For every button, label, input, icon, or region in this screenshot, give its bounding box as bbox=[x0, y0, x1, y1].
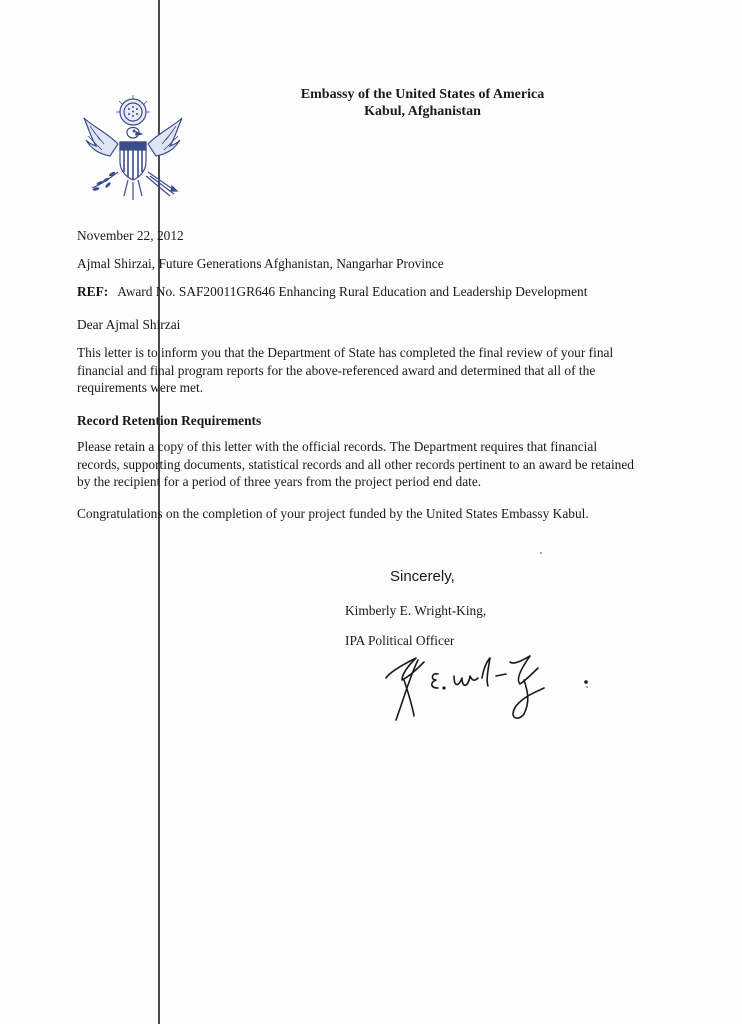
salutation: Dear Ajmal Shirzai bbox=[77, 317, 181, 332]
paragraph-line: This letter is to inform you that the Department of State has completed the final review of your final bbox=[77, 345, 614, 360]
section-heading: Record Retention Requirements bbox=[77, 413, 262, 428]
closing-salutation: Sincerely, bbox=[390, 568, 455, 585]
paragraph-line: requirements were met. bbox=[77, 380, 204, 395]
recipient-line: Ajmal Shirzai, Future Generations Afghanistan, Nangarhar Province bbox=[77, 256, 444, 271]
body-paragraph-3: Congratulations on the completion of your project funded by the United States Embassy Kabul. bbox=[77, 506, 589, 521]
scan-speck bbox=[540, 552, 542, 554]
body-paragraph-2 bbox=[77, 438, 637, 491]
paragraph-line: Please retain a copy of this letter with the official records. The Department requires that financial bbox=[77, 439, 598, 454]
body-paragraph-1 bbox=[77, 344, 637, 397]
signer-title: IPA Political Officer bbox=[345, 633, 455, 648]
reference-label: REF: bbox=[77, 284, 109, 299]
letterhead-line-2: Kabul, Afghanistan bbox=[364, 104, 481, 119]
paragraph-line: records, supporting documents, statistical records and all other records pertinent to an award be retained bbox=[77, 456, 635, 472]
signer-name: Kimberly E. Wright-King, bbox=[345, 603, 487, 618]
paragraph-line: financial and final program reports for the above-referenced award and determined that all of the bbox=[77, 362, 596, 378]
handwritten-signature-icon bbox=[378, 646, 598, 726]
great-seal-eagle-icon bbox=[78, 92, 188, 204]
reference-line bbox=[77, 283, 587, 300]
paragraph-line: by the recipient for a period of three years from the project period end date. bbox=[77, 474, 482, 489]
letter-date: November 22, 2012 bbox=[77, 228, 184, 243]
letterhead-line-1: Embassy of the United States of America bbox=[300, 87, 545, 102]
embassy-letterhead bbox=[250, 86, 595, 120]
reference-text: Award No. SAF20011GR646 Enhancing Rural Education and Leadership Development bbox=[117, 284, 588, 299]
